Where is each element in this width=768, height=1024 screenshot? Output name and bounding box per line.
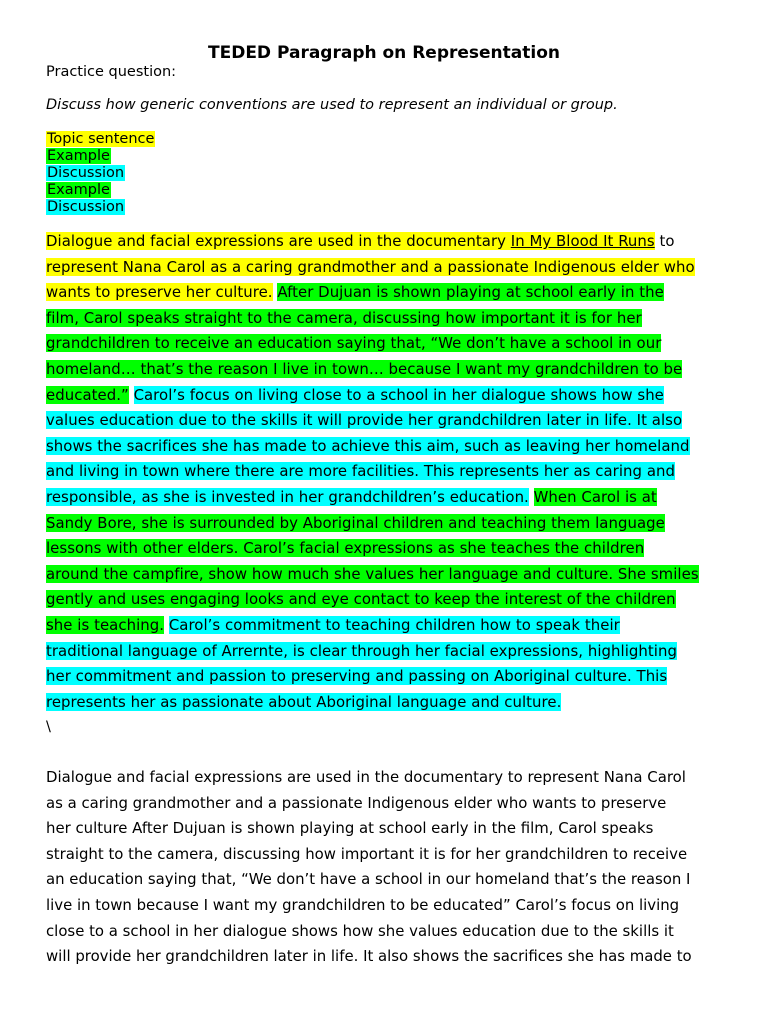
paragraph-line <box>46 511 736 537</box>
legend-discussion: Discussion <box>47 165 125 181</box>
paragraph-line <box>46 229 736 255</box>
text-segment: grandchildren to receive an education saying that, “We don’t have a school in our <box>46 334 662 353</box>
stray-backslash: \ <box>46 719 51 735</box>
text-segment <box>129 386 134 404</box>
text-segment: and living in town where there are more facilities. This represents her as caring and <box>46 462 675 481</box>
paragraph-line: will provide her grandchildren later in life. It also shows the sacrifices she has made to <box>46 947 692 966</box>
paragraph-line <box>46 536 736 562</box>
plain-paragraph <box>46 765 736 970</box>
text-segment: lessons with other elders. Carol’s facial expressions as she teaches the children <box>46 539 645 558</box>
film-title: In My Blood It Runs <box>510 232 655 250</box>
paragraph-line <box>46 255 736 281</box>
paragraph-line <box>46 331 736 357</box>
text-segment: homeland… that’s the reason I live in town… because I want my grandchildren to be <box>46 359 683 378</box>
highlighted-paragraph <box>46 229 736 715</box>
text-segment: to <box>654 232 675 250</box>
paragraph-line <box>46 408 736 434</box>
text-segment: traditional language of Arrernte, is clear through her facial expressions, highlighting <box>46 641 677 660</box>
page-title: TEDED Paragraph on Representation <box>208 43 560 63</box>
practice-label: Practice question: <box>46 64 177 80</box>
text-segment: Dialogue and facial expressions are used in the documentary <box>46 232 511 250</box>
paragraph-line <box>46 383 736 409</box>
text-segment: she is teaching. <box>46 615 165 634</box>
practice-question: Discuss how generic conventions are used to represent an individual or group. <box>46 97 618 113</box>
paragraph-line: as a caring grandmother and a passionate Indigenous elder who wants to preserve <box>46 793 667 812</box>
text-segment: Sandy Bore, she is surrounded by Aboriginal children and teaching them language <box>46 513 665 532</box>
text-segment: responsible, as she is invested in her grandchildren’s education. <box>46 487 529 506</box>
paragraph-line <box>46 639 736 665</box>
text-segment: Carol’s commitment to teaching children how to speak their <box>168 615 620 634</box>
text-segment: Carol’s focus on living close to a school in her dialogue shows how she <box>133 385 664 404</box>
text-segment: gently and uses engaging looks and eye contact to keep the interest of the children <box>46 590 676 609</box>
text-segment: After Dujuan is shown playing at school early in the <box>277 283 664 302</box>
paragraph-line <box>46 357 736 383</box>
legend-example: Example <box>47 148 110 164</box>
paragraph-line: live in town because I want my grandchildren to be educated” Carol’s focus on living <box>46 895 680 914</box>
paragraph-line: her culture After Dujuan is shown playing at school early in the film, Carol speaks <box>46 819 654 838</box>
text-segment: When Carol is at <box>533 487 657 506</box>
text-segment: educated.” <box>46 385 129 404</box>
paragraph-line <box>46 459 736 485</box>
text-segment: her commitment and passion to preserving and passing on Aboriginal culture. This <box>46 667 668 686</box>
text-segment: wants to preserve her culture. <box>46 283 273 302</box>
paragraph-line <box>46 613 736 639</box>
paragraph-line: straight to the camera, discussing how important it is for her grandchildren to receive <box>46 844 688 863</box>
paragraph-line: close to a school in her dialogue shows how she values education due to the skills it <box>46 921 674 940</box>
color-legend <box>46 131 155 216</box>
legend-discussion: Discussion <box>47 199 125 215</box>
paragraph-line <box>46 690 736 716</box>
paragraph-line: an education saying that, “We don’t have a school in our homeland that’s the reason I <box>46 870 691 889</box>
text-segment: represents her as passionate about Aboriginal language and culture. <box>46 692 562 711</box>
legend-topic-sentence: Topic sentence <box>47 131 155 147</box>
text-segment: shows the sacrifices she has made to achieve this aim, such as leaving her homeland <box>46 436 690 455</box>
text-segment <box>529 488 534 506</box>
paragraph-line <box>46 306 736 332</box>
legend-example: Example <box>47 182 110 198</box>
paragraph-line <box>46 434 736 460</box>
paragraph-line <box>46 562 736 588</box>
paragraph-line <box>46 485 736 511</box>
text-segment: values education due to the skills it will provide her grandchildren later in life. It also <box>46 411 683 430</box>
text-segment: film, Carol speaks straight to the camera, discussing how important it is for her <box>46 308 642 327</box>
paragraph-line <box>46 280 736 306</box>
text-segment: around the campfire, show how much she values her language and culture. She smiles <box>46 564 699 583</box>
text-segment: represent Nana Carol as a caring grandmother and a passionate Indigenous elder who <box>46 257 695 276</box>
paragraph-line: Dialogue and facial expressions are used in the documentary to represent Nana Carol <box>46 768 686 786</box>
paragraph-line <box>46 587 736 613</box>
paragraph-line <box>46 664 736 690</box>
